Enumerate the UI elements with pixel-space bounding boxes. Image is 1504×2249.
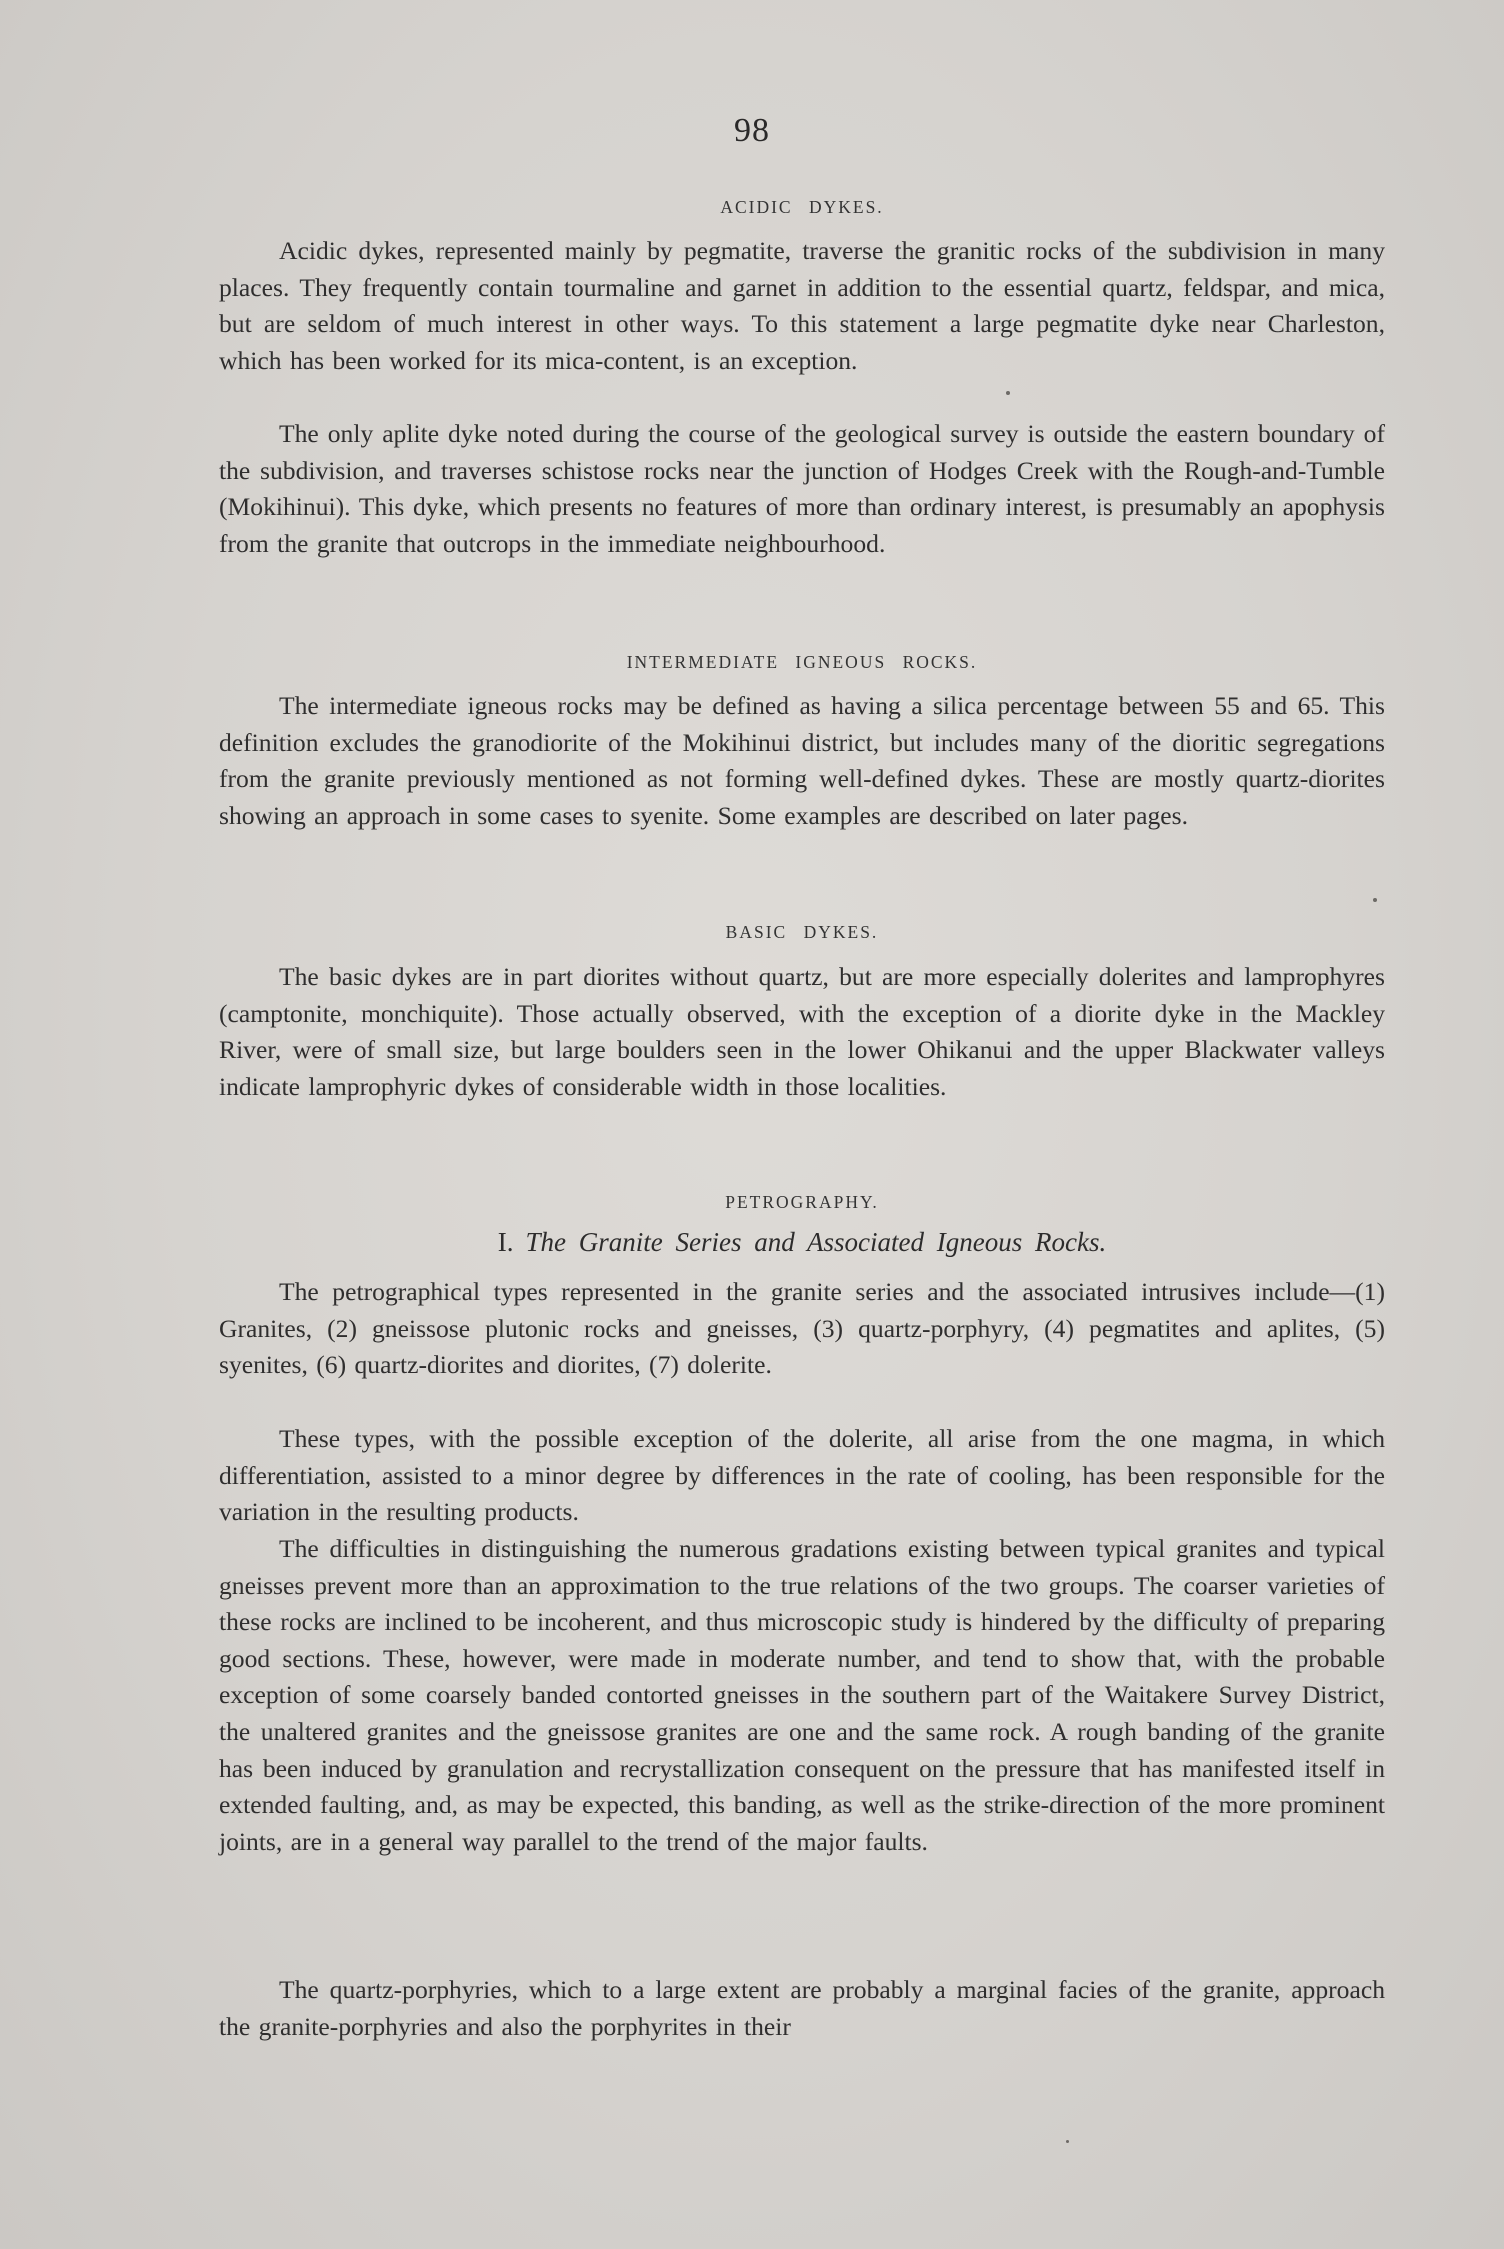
paragraph-acidic-dykes-2: The only aplite dyke noted during the course of the geological survey is outside the eastern boundary of the subdivision, and traverses schistose rocks near the junction of Hodges Creek with the Rough-and-Tumble (Mokihinui). This dyke, which presents no features of more than ordinary interest, is presumably an apophysis from the granite that outcrops in the immediate neighbourhood. [219,419,1385,558]
paragraph-petrography-2: These types, with the possible exception of the dolerite, all arise from the one magma, in which differentiation, assisted to a minor degree by differences in the rate of cooling, has been responsible for the variation in the resulting products. [219,1424,1385,1527]
page-number: 98 [734,112,770,149]
subsection-heading-granite-series [219,1227,1385,1258]
paper-speck [1373,898,1377,902]
section-heading-acidic-dykes: ACIDIC DYKES. [720,197,884,217]
subsection-number: I. [497,1227,514,1257]
section-heading-intermediate-igneous-rocks: INTERMEDIATE IGNEOUS ROCKS. [626,652,978,672]
paper-speck [1006,391,1010,395]
paragraph-acidic-dykes-1: Acidic dykes, represented mainly by pegmatite, traverse the granitic rocks of the subdivision in many places. They frequently contain tourmaline and garnet in addition to the essential quartz, feldspar, and mica, but are seldom of much interest in other ways. To this statement a large pegmatite dyke near Charleston, which has been worked for its mica-content, is an exception. [219,236,1385,375]
paragraph-intermediate-igneous-rocks: The intermediate igneous rocks may be defined as having a silica percentage between 55 and 65. This definition excludes the granodiorite of the Mokihinui district, but includes many of the dioritic segregations from the granite previously mentioned as not forming well-defined dykes. These are mostly quartz-diorites showing an approach in some cases to syenite. Some examples are described on later pages. [219,691,1385,830]
paragraph-petrography-1: The petrographical types represented in the granite series and the associated intrusives include—(1) Granites, (2) gneissose plutonic rocks and gneisses, (3) quartz-porphyry, (4) pegmatites and aplites, (5) syenites, (6) quartz-diorites and diorites, (7) dolerite. [219,1277,1385,1380]
subsection-title: The Granite Series and Associated Igneous Rocks. [525,1227,1107,1257]
paragraph-petrography-4: The quartz-porphyries, which to a large extent are probably a marginal facies of the granite, approach the granite-porphyries and also the porphyrites in their [219,1975,1385,2041]
paragraph-basic-dykes: The basic dykes are in part diorites without quartz, but are more especially dolerites and lamprophyres (camptonite, monchiquite). Those actually observed, with the exception of a diorite dyke in the Mackley River, were of small size, but large boulders seen in the lower Ohikanui and the upper Blackwater valleys indicate lamprophyric dykes of considerable width in those localities. [219,962,1385,1101]
section-heading-petrography: PETROGRAPHY. [725,1192,879,1212]
paragraph-petrography-3: The difficulties in distinguishing the numerous gradations existing between typical granites and typical gneisses prevent more than an approximation to the true relations of the two groups. The coarser varieties of these rocks are inclined to be incoherent, and thus microscopic study is hindered by the difficulty of preparing good sections. These, however, were made in moderate number, and tend to show that, with the probable exception of some coarsely banded contorted gneisses in the southern part of the Waitakere Survey District, the unaltered granites and the gneissose granites are one and the same rock. A rough banding of the granite has been induced by granulation and recrystallization consequent on the pressure that has manifested itself in extended faulting, and, as may be expected, this banding, as well as the strike-direction of the more prominent joints, are in a general way parallel to the trend of the major faults. [219,1534,1385,1856]
section-heading-basic-dykes: BASIC DYKES. [725,922,879,942]
paper-speck [1066,2140,1069,2143]
